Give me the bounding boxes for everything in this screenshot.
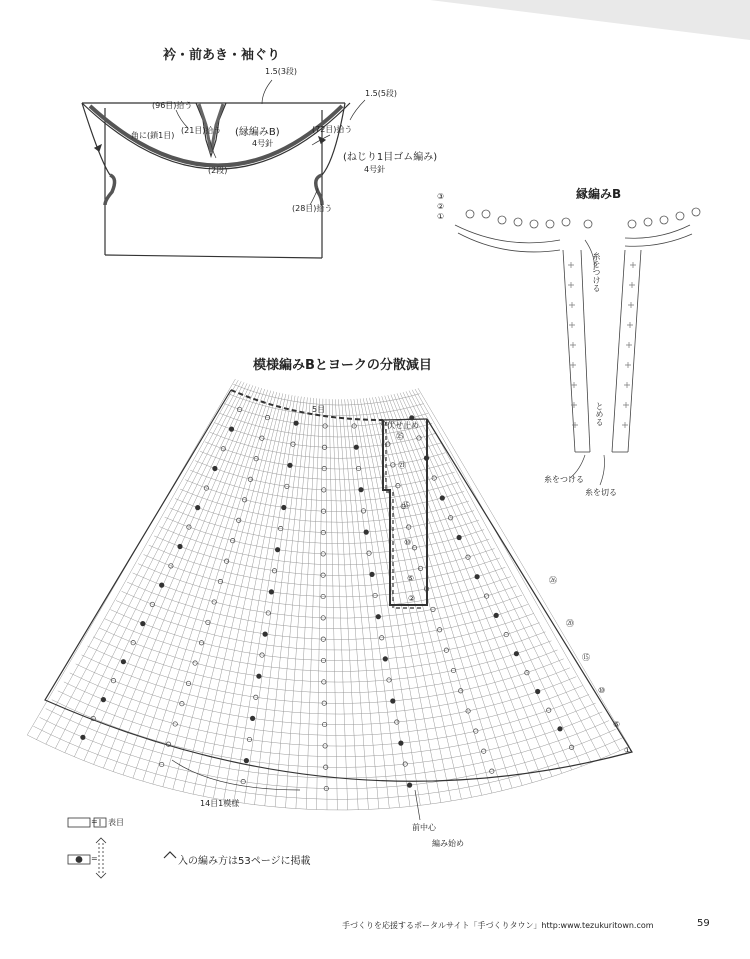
edging-row-3: ③ xyxy=(437,192,445,201)
bobble-stitch-mark xyxy=(294,421,299,426)
bobble-stitch-mark xyxy=(256,674,261,679)
grid-radial-line xyxy=(46,381,241,744)
grid-radial-line xyxy=(37,380,239,740)
bobble-stitch-mark xyxy=(101,697,106,702)
bobble-stitch-mark xyxy=(250,716,255,721)
grid-radial-line xyxy=(94,386,256,764)
bobble-stitch-mark xyxy=(376,614,381,619)
grid-radial-line xyxy=(400,393,572,770)
edging-label-ito-kiru: 糸を切る xyxy=(585,488,617,497)
legend-meaning-1: 表目 xyxy=(108,818,124,827)
grid-radial-line xyxy=(103,387,259,768)
bobble-stitch-mark xyxy=(407,783,412,788)
collar-label-15-3dan: 1.5(3段) xyxy=(265,67,298,76)
bobble-stitch-mark xyxy=(358,487,363,492)
yoke-label-14me: 14目1模様 xyxy=(200,799,240,808)
bobble-stitch-mark xyxy=(287,463,292,468)
bobble-stitch-mark xyxy=(457,535,462,540)
bobble-stitch-mark xyxy=(364,530,369,535)
grid-radial-line xyxy=(388,395,532,783)
grid-radial-line xyxy=(382,396,512,788)
collar-label-nejiri: (ねじり1目ゴム編み) xyxy=(343,152,438,163)
edging-label-ito-tsukeru-bottom: 糸をつける xyxy=(544,475,584,484)
bobble-stitch-mark xyxy=(195,505,200,510)
page-number: 59 xyxy=(697,918,710,929)
edging-b-title: 縁編みB xyxy=(576,187,622,201)
yoke-left-row-25: ㉕ xyxy=(396,432,404,441)
bobble-stitch-mark xyxy=(229,427,234,432)
collar-label-72me: (72目)拾う xyxy=(312,125,353,134)
yoke-left-row-2: ② xyxy=(408,594,416,603)
yoke-left-row-15: ⑮ xyxy=(402,501,410,510)
grid-radial-line xyxy=(255,397,305,805)
yoke-right-row-10: ⑩ xyxy=(598,686,606,695)
collar-label-4gobari-b: 4号針 xyxy=(364,165,386,174)
grid-row-arc xyxy=(133,573,517,618)
yoke-label-fusedome: 伏せ止め xyxy=(387,421,419,430)
grid-radial-line xyxy=(335,399,358,810)
edging-label-tomeru: とめる xyxy=(595,402,604,426)
yoke-right-row-5: ⑤ xyxy=(613,720,621,729)
edging-row-2: ② xyxy=(437,202,445,211)
legend-equals-2: = xyxy=(91,854,98,863)
yoke-right-row-20: ⑳ xyxy=(566,619,574,628)
bobble-stitch-mark xyxy=(475,574,480,579)
collar-title: 衿・前あき・袖ぐり xyxy=(163,48,281,63)
bobble-stitch-mark xyxy=(398,741,403,746)
collar-label-2dan: (2段) xyxy=(208,166,228,175)
grid-radial-line xyxy=(265,397,308,806)
bobble-stitch-mark xyxy=(244,758,249,763)
edging-row-1: ① xyxy=(437,212,445,221)
bobble-stitch-mark xyxy=(494,613,499,618)
grid-radial-line xyxy=(224,396,295,800)
bobble-stitch-mark xyxy=(535,689,540,694)
yoke-left-row-5: ⑤ xyxy=(407,574,415,583)
yoke-label-amihajime: 編み始め xyxy=(432,839,464,848)
yoke-right-row-15: ⑮ xyxy=(582,653,590,662)
footer-text: 手づくりを応援するポータルサイト「手づくりタウン」http:www.tezukuritown.com xyxy=(342,921,654,930)
bobble-stitch-mark xyxy=(121,659,126,664)
bobble-stitch-mark xyxy=(159,583,164,588)
bobble-stitch-mark xyxy=(514,651,519,656)
grid-radial-line xyxy=(397,393,562,773)
bobble-stitch-mark xyxy=(275,547,280,552)
bobble-stitch-mark xyxy=(140,621,145,626)
grid-row-arc xyxy=(144,555,506,597)
grid-row-arc xyxy=(122,591,528,639)
grid-radial-line xyxy=(55,382,244,748)
bobble-stitch-mark xyxy=(80,735,85,740)
bobble-stitch-mark xyxy=(557,726,562,731)
grid-radial-line xyxy=(296,398,317,808)
grid-row-arc xyxy=(88,646,564,703)
yoke-title: 模様編みBとヨークの分散減目 xyxy=(253,358,432,373)
grid-radial-line xyxy=(275,398,310,807)
bobble-stitch-mark xyxy=(263,632,268,637)
legend-equals-1: = xyxy=(91,817,98,826)
grid-radial-line xyxy=(84,385,253,760)
bobble-stitch-mark xyxy=(269,589,274,594)
grid-radial-line xyxy=(326,399,327,810)
grid-radial-line xyxy=(332,399,348,810)
grid-row-arc xyxy=(110,610,539,661)
grid-radial-line xyxy=(234,396,298,802)
grid-radial-line xyxy=(348,399,400,807)
grid-radial-line xyxy=(153,391,274,784)
bobble-stitch-mark xyxy=(369,572,374,577)
yoke-right-row-26: ㉖ xyxy=(549,576,557,585)
edging-b-chart xyxy=(455,208,700,485)
grid-radial-line xyxy=(213,395,292,798)
grid-radial-line xyxy=(342,399,379,809)
grid-radial-line xyxy=(329,399,337,810)
grid-radial-line xyxy=(65,383,247,752)
grid-radial-line xyxy=(163,392,277,787)
grid-radial-line xyxy=(409,391,601,759)
legend-note: 入の編み方は53ページに掲載 xyxy=(178,856,311,867)
yoke-left-row-21: ㉑ xyxy=(398,461,406,470)
collar-label-21me: (21目)拾う xyxy=(181,126,222,135)
yoke-label-5me: 5目 xyxy=(312,405,326,414)
grid-row-arc xyxy=(116,601,534,651)
collar-label-28me: (28目)拾う xyxy=(292,204,333,213)
grid-row-arc xyxy=(138,564,511,608)
bobble-stitch-mark xyxy=(281,505,286,510)
collar-label-4gobari-a: 4号針 xyxy=(252,139,274,148)
collar-label-96me: (96目)拾う xyxy=(152,101,193,110)
bobble-stitch-mark xyxy=(177,544,182,549)
grid-radial-line xyxy=(203,395,289,797)
bobble-stitch-mark xyxy=(390,698,395,703)
yoke-label-maechushin: 前中心 xyxy=(412,823,436,832)
grid-radial-line xyxy=(286,398,314,808)
corner-shade xyxy=(430,0,750,40)
grid-row-arc xyxy=(99,628,551,682)
grid-radial-line xyxy=(183,393,283,792)
collar-label-kadoni: 角に(鎖1目) xyxy=(131,131,175,140)
yoke-left-row-10: ⑩ xyxy=(404,538,412,547)
bobble-stitch-mark xyxy=(440,495,445,500)
bobble-stitch-mark xyxy=(383,656,388,661)
grid-row-arc xyxy=(76,664,577,725)
edging-label-ito-tsukeru-top: 糸をつける xyxy=(592,252,601,292)
yoke-grid xyxy=(27,379,632,810)
yoke-right-row-1: ① xyxy=(624,746,632,755)
grid-row-arc xyxy=(127,582,522,629)
bobble-stitch-mark xyxy=(212,466,217,471)
grid-row-arc xyxy=(46,709,609,778)
grid-row-arc xyxy=(200,451,450,479)
collar-label-engami: (縁編みB) xyxy=(235,127,280,138)
bobble-stitch-mark xyxy=(354,445,359,450)
grid-radial-line xyxy=(113,388,262,771)
collar-label-15-5dan: 1.5(5段) xyxy=(365,89,398,98)
